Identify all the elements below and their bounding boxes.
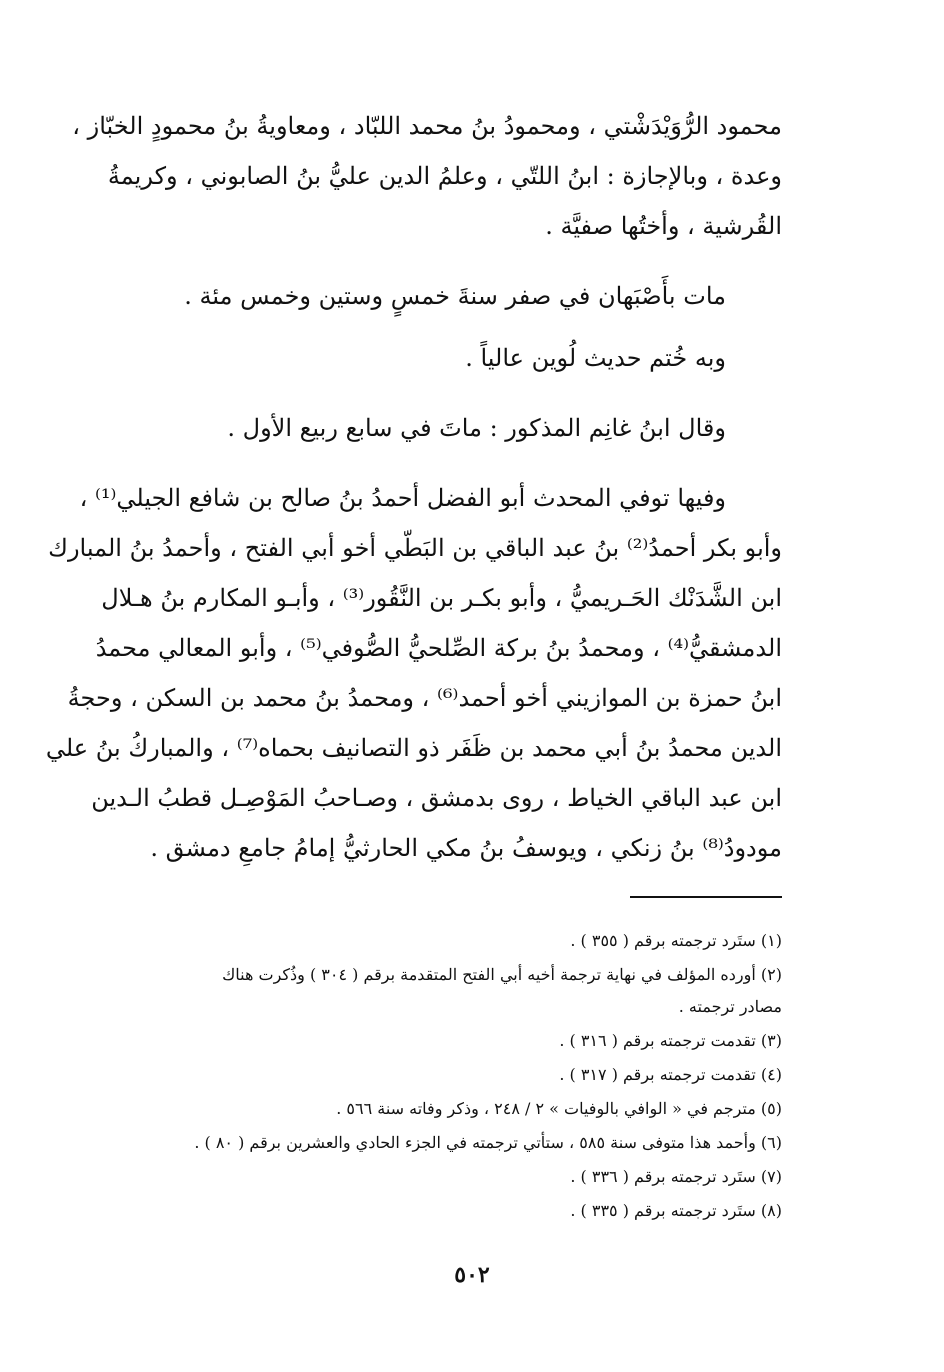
body-line: القُرشية ، وأختُها صفيَّة . [545, 212, 782, 240]
body-line: ابن الشَّدَنْك الحَـريميُّ ، وأبو بكـر بن النَّقُور⁽³⁾ ، وأبـو المكارم بنُ هـلال [101, 584, 782, 612]
page-number: ٥٠٢ [454, 1262, 490, 1288]
footnote: (٢) أورده المؤلف في نهاية ترجمة أخيه أبي الفتح المتقدمة برقم ( ٣٠٤ ) وذُكرت هناك [222, 965, 782, 984]
footnote: (٨) ستَرد ترجمته برقم ( ٣٣٥ ) . [570, 1201, 782, 1220]
body-line: وعدة ، وبالإجازة : ابنُ اللتّي ، وعلمُ الدين عليُّ بنُ الصابوني ، وكريمةُ [107, 162, 782, 190]
footnote: (١) ستَرد ترجمته برقم ( ٣٥٥ ) . [570, 931, 782, 950]
body-line: مودودُ⁽⁸⁾ بنُ زنكي ، ويوسفُ بنُ مكي الحارثيُّ إمامُ جامعِ دمشق . [150, 834, 782, 862]
footnote: (٦) وأحمد هذا متوفى سنة ٥٨٥ ، ستأتي ترجمته في الجزء الحادي والعشرين برقم ( ٨٠ ) . [194, 1133, 782, 1152]
body-line: وقال ابنُ غانِم المذكور : ماتَ في سابع ربيع الأول . [227, 414, 726, 442]
body-line: الدمشقيُّ⁽⁴⁾ ، ومحمدُ بنُ بركة الصِّلحيُّ الصُّوفي⁽⁵⁾ ، وأبو المعالي محمدُ [95, 634, 782, 662]
footnote: (٥) مترجم في « الوافي بالوفيات » ٢ / ٢٤٨ ، وذكر وفاته سنة ٥٦٦ . [336, 1099, 782, 1118]
body-line: ابن عبد الباقي الخياط ، روى بدمشق ، وصـاحبُ المَوْصِـل قطبُ الـدين [91, 784, 782, 812]
body-line: ابنُ حمزة بن الموازيني أخو أحمد⁽⁶⁾ ، ومحمدُ بنُ محمد بن السكن ، وحجةُ [67, 684, 782, 712]
footnote: (٣) تقدمت ترجمته برقم ( ٣١٦ ) . [559, 1031, 782, 1050]
footnote: مصادر ترجمته . [678, 997, 782, 1016]
body-line: الدين محمدُ بنُ أبي محمد بن ظَفَر ذو التصانيف بحماه⁽⁷⁾ ، والمباركُ بنُ علي [45, 734, 782, 762]
body-line: مات بأَصْبَهان في صفر سنةَ خمسٍ وستين وخمس مئة . [184, 282, 726, 310]
body-line: وفيها توفي المحدث أبو الفضل أحمدُ بنُ صالح بن شافع الجيلي⁽¹⁾ ، [79, 484, 726, 512]
body-line: وأبو بكر أحمدُ⁽²⁾ بنُ عبد الباقي بن البَطّي أخو أبي الفتح ، وأحمدُ بنُ المبارك [48, 534, 782, 562]
body-line: محمود الرُّوَيْدَشْتي ، ومحمودُ بنُ محمد اللبّاد ، ومعاويةُ بنُ محمودٍ الخبّاز ، [72, 112, 782, 140]
footnote: (٧) ستَرد ترجمته برقم ( ٣٣٦ ) . [570, 1167, 782, 1186]
body-line: وبه خُتم حديث لُوين عالياً . [465, 344, 726, 372]
footnote: (٤) تقدمت ترجمته برقم ( ٣١٧ ) . [559, 1065, 782, 1084]
footnote-divider [630, 896, 782, 898]
